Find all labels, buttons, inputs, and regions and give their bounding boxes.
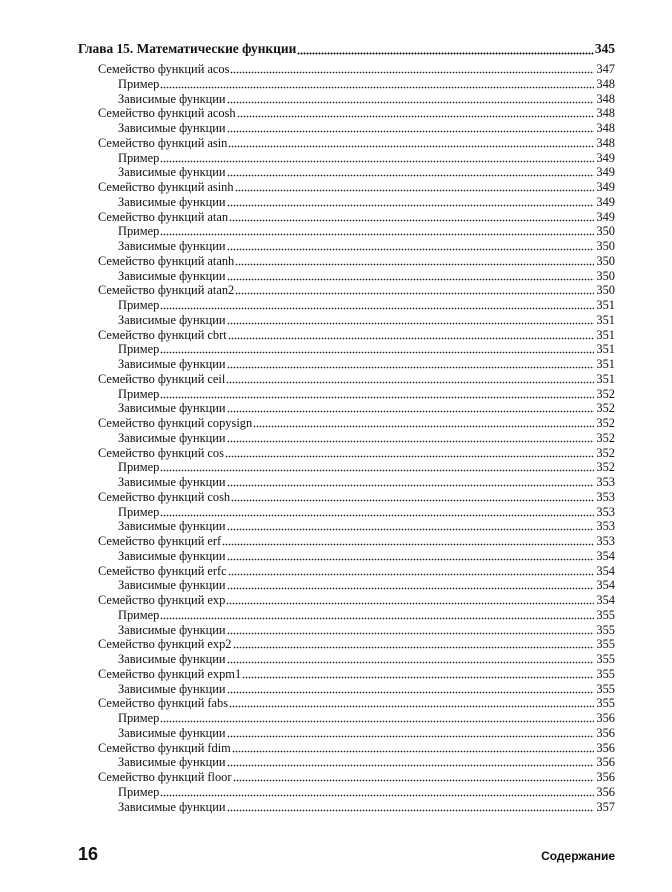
table-of-contents [78, 40, 615, 814]
toc-subsection-entry[interactable] [78, 342, 615, 357]
entry-page-number: 355 [596, 666, 615, 681]
entry-title: Семейство функций cbrt [98, 327, 227, 342]
entry-page-number: 350 [596, 253, 615, 268]
entry-page-number: 352 [596, 445, 615, 460]
dot-leader [227, 269, 594, 283]
entry-title: Зависимые функции [118, 652, 226, 666]
entry-page-number: 357 [596, 799, 615, 814]
entry-page-number: 355 [596, 652, 615, 666]
entry-title: Семейство функций cosh [98, 489, 231, 504]
toc-section-entry[interactable] [78, 136, 615, 151]
toc-subsection-entry[interactable] [78, 313, 615, 328]
entry-title: Зависимые функции [118, 239, 226, 253]
toc-subsection-entry[interactable] [78, 401, 615, 416]
toc-subsection-entry[interactable] [78, 460, 615, 475]
entry-title: Семейство функций fabs [98, 696, 229, 711]
dot-leader [227, 239, 594, 253]
chapter-title: Глава 15. Математические функции [78, 41, 297, 56]
entry-page-number: 356 [596, 711, 615, 725]
entry-page-number: 356 [596, 784, 615, 799]
toc-entries [78, 62, 615, 814]
dot-leader [237, 106, 594, 120]
toc-subsection-entry[interactable] [78, 652, 615, 667]
entry-page-number: 354 [596, 563, 615, 578]
toc-subsection-entry[interactable] [78, 357, 615, 372]
entry-page-number: 348 [596, 106, 615, 121]
toc-section-entry[interactable] [78, 534, 615, 549]
dot-leader [160, 711, 594, 725]
toc-section-entry[interactable] [78, 180, 615, 195]
dot-leader [231, 490, 594, 504]
dot-leader [227, 578, 594, 592]
toc-subsection-entry[interactable] [78, 121, 615, 136]
dot-leader [160, 151, 594, 165]
entry-title: Семейство функций copysign [98, 416, 253, 430]
entry-title: Пример [118, 150, 160, 165]
dot-leader [227, 519, 594, 533]
entry-page-number: 355 [596, 637, 615, 652]
dot-leader [227, 652, 594, 666]
dot-leader [160, 460, 594, 474]
entry-title: Семейство функций atanh [98, 253, 235, 268]
dot-leader [235, 254, 594, 268]
toc-section-entry[interactable] [78, 416, 615, 431]
entry-page-number: 351 [596, 371, 615, 386]
entry-title: Семейство функций erfc [98, 563, 227, 578]
toc-subsection-entry[interactable] [78, 298, 615, 313]
dot-leader [227, 92, 594, 106]
toc-section-entry[interactable] [78, 637, 615, 652]
entry-page-number: 351 [596, 312, 615, 327]
entry-title: Зависимые функции [118, 194, 226, 209]
entry-page-number: 354 [596, 548, 615, 563]
entry-page-number: 349 [596, 194, 615, 209]
entry-title: Семейство функций asinh [98, 180, 234, 194]
entry-title: Зависимые функции [118, 519, 226, 534]
dot-leader [227, 357, 594, 371]
page-footer [78, 844, 615, 865]
toc-subsection-entry[interactable] [78, 431, 615, 446]
dot-leader [233, 770, 594, 784]
toc-section-entry[interactable] [78, 254, 615, 269]
page-number: 16 [78, 844, 99, 864]
entry-title: Семейство функций asin [98, 135, 228, 150]
entry-title: Зависимые функции [118, 165, 226, 180]
dot-leader [227, 800, 594, 814]
running-section-title: Содержание [541, 849, 615, 863]
dot-leader [253, 416, 594, 430]
entry-title: Зависимые функции [118, 357, 226, 371]
entry-page-number: 348 [596, 91, 615, 106]
dot-leader [227, 165, 594, 179]
entry-page-number: 349 [596, 180, 615, 194]
entry-title: Зависимые функции [118, 681, 226, 696]
dot-leader [297, 40, 594, 58]
entry-title: Семейство функций exp2 [98, 637, 232, 652]
chapter-heading[interactable] [78, 40, 615, 58]
entry-title: Зависимые функции [118, 312, 226, 327]
entry-title: Зависимые функции [118, 578, 226, 593]
toc-section-entry[interactable] [78, 593, 615, 608]
entry-title: Зависимые функции [118, 401, 226, 416]
dot-leader [227, 475, 594, 489]
dot-leader [227, 726, 594, 740]
entry-title: Зависимые функции [118, 475, 226, 489]
dot-leader [160, 608, 594, 622]
toc-subsection-entry[interactable] [78, 578, 615, 593]
entry-title: Пример [118, 607, 160, 622]
toc-subsection-entry[interactable] [78, 519, 615, 534]
toc-subsection-entry[interactable] [78, 505, 615, 520]
dot-leader [227, 549, 594, 563]
entry-page-number: 352 [596, 416, 615, 430]
entry-title: Семейство функций atan2 [98, 283, 235, 298]
toc-section-entry[interactable] [78, 328, 615, 343]
entry-title: Семейство функций acos [98, 62, 230, 76]
dot-leader [233, 637, 594, 651]
entry-title: Зависимые функции [118, 430, 226, 445]
toc-subsection-entry[interactable] [78, 151, 615, 166]
toc-section-entry[interactable] [78, 741, 615, 756]
toc-section-entry[interactable] [78, 696, 615, 711]
toc-subsection-entry[interactable] [78, 726, 615, 741]
dot-leader [228, 564, 594, 578]
entry-title: Зависимые функции [118, 121, 226, 135]
dot-leader [227, 195, 594, 209]
dot-leader [227, 682, 594, 696]
toc-subsection-entry[interactable] [78, 239, 615, 254]
dot-leader [160, 224, 594, 238]
toc-subsection-entry[interactable] [78, 92, 615, 107]
entry-page-number: 352 [596, 460, 615, 475]
toc-section-entry[interactable] [78, 372, 615, 387]
toc-subsection-entry[interactable] [78, 195, 615, 210]
toc-subsection-entry[interactable] [78, 682, 615, 697]
toc-subsection-entry[interactable] [78, 755, 615, 770]
dot-leader [227, 431, 594, 445]
entry-page-number: 351 [596, 298, 615, 312]
toc-section-entry[interactable] [78, 667, 615, 682]
entry-page-number: 355 [596, 681, 615, 696]
toc-section-entry[interactable] [78, 490, 615, 505]
entry-title: Семейство функций cos [98, 445, 224, 460]
dot-leader [227, 121, 594, 135]
entry-title: Семейство функций atan [98, 209, 229, 224]
entry-page-number: 356 [596, 725, 615, 740]
entry-title: Зависимые функции [118, 725, 226, 740]
entry-page-number: 349 [596, 150, 615, 165]
entry-title: Семейство функций expm1 [98, 666, 242, 681]
entry-title: Пример [118, 224, 160, 239]
entry-page-number: 350 [596, 224, 615, 239]
entry-page-number: 356 [596, 755, 615, 770]
entry-title: Зависимые функции [118, 755, 226, 770]
toc-subsection-entry[interactable] [78, 387, 615, 402]
entry-page-number: 354 [596, 593, 615, 607]
toc-subsection-entry[interactable] [78, 224, 615, 239]
dot-leader [227, 755, 594, 769]
dot-leader [228, 136, 594, 150]
entry-page-number: 355 [596, 696, 615, 711]
dot-leader [160, 387, 594, 401]
entry-title: Пример [118, 386, 160, 401]
entry-title: Зависимые функции [118, 799, 226, 814]
dot-leader [160, 505, 594, 519]
toc-subsection-entry[interactable] [78, 785, 615, 800]
entry-title: Пример [118, 711, 160, 725]
dot-leader [160, 298, 594, 312]
dot-leader [229, 696, 594, 710]
toc-section-entry[interactable] [78, 62, 615, 77]
entry-page-number: 351 [596, 342, 615, 357]
entry-page-number: 352 [596, 430, 615, 445]
entry-title: Зависимые функции [118, 548, 226, 563]
dot-leader [226, 593, 594, 607]
entry-page-number: 353 [596, 534, 615, 548]
toc-subsection-entry[interactable] [78, 475, 615, 490]
dot-leader [228, 328, 594, 342]
entry-page-number: 353 [596, 489, 615, 504]
entry-page-number: 347 [596, 62, 615, 76]
entry-page-number: 351 [596, 327, 615, 342]
toc-subsection-entry[interactable] [78, 77, 615, 92]
dot-leader [232, 741, 594, 755]
dot-leader [227, 401, 594, 415]
entry-page-number: 349 [596, 165, 615, 180]
entry-page-number: 356 [596, 770, 615, 784]
toc-section-entry[interactable] [78, 210, 615, 225]
toc-subsection-entry[interactable] [78, 549, 615, 564]
entry-title: Пример [118, 504, 160, 519]
entry-page-number: 348 [596, 135, 615, 150]
entry-title: Пример [118, 298, 160, 312]
entry-title: Зависимые функции [118, 91, 226, 106]
entry-title: Семейство функций floor [98, 770, 232, 784]
entry-page-number: 348 [596, 76, 615, 91]
entry-title: Семейство функций fdim [98, 740, 231, 755]
entry-page-number: 355 [596, 607, 615, 622]
toc-subsection-entry[interactable] [78, 623, 615, 638]
dot-leader [235, 180, 594, 194]
entry-page-number: 356 [596, 740, 615, 755]
toc-section-entry[interactable] [78, 564, 615, 579]
entry-page-number: 351 [596, 357, 615, 371]
dot-leader [160, 785, 594, 799]
dot-leader [242, 667, 594, 681]
entry-page-number: 348 [596, 121, 615, 135]
entry-page-number: 353 [596, 519, 615, 534]
entry-page-number: 352 [596, 401, 615, 416]
toc-section-entry[interactable] [78, 106, 615, 121]
toc-subsection-entry[interactable] [78, 711, 615, 726]
dot-leader [226, 372, 594, 386]
toc-subsection-entry[interactable] [78, 608, 615, 623]
toc-section-entry[interactable] [78, 446, 615, 461]
toc-subsection-entry[interactable] [78, 800, 615, 815]
dot-leader [222, 534, 594, 548]
entry-page-number: 352 [596, 386, 615, 401]
dot-leader [225, 446, 594, 460]
entry-page-number: 350 [596, 283, 615, 298]
entry-page-number: 353 [596, 504, 615, 519]
entry-title: Семейство функций acosh [98, 106, 236, 121]
toc-subsection-entry[interactable] [78, 269, 615, 284]
toc-subsection-entry[interactable] [78, 165, 615, 180]
entry-title: Семейство функций ceil [98, 371, 226, 386]
dot-leader [230, 62, 594, 76]
dot-leader [160, 77, 594, 91]
dot-leader [227, 313, 594, 327]
entry-title: Пример [118, 460, 160, 475]
entry-page-number: 354 [596, 578, 615, 593]
entry-title: Семейство функций exp [98, 593, 226, 607]
entry-title: Зависимые функции [118, 268, 226, 283]
entry-title: Пример [118, 342, 160, 357]
entry-title: Зависимые функции [118, 622, 226, 637]
dot-leader [229, 210, 594, 224]
entry-title: Пример [118, 76, 160, 91]
dot-leader [227, 623, 594, 637]
entry-page-number: 350 [596, 239, 615, 253]
entry-title: Семейство функций erf [98, 534, 222, 548]
entry-page-number: 353 [596, 475, 615, 489]
chapter-page-number: 345 [594, 41, 615, 56]
entry-page-number: 350 [596, 268, 615, 283]
entry-title: Пример [118, 784, 160, 799]
dot-leader [160, 342, 594, 356]
entry-page-number: 355 [596, 622, 615, 637]
dot-leader [235, 283, 594, 297]
entry-page-number: 349 [596, 209, 615, 224]
toc-section-entry[interactable] [78, 770, 615, 785]
toc-section-entry[interactable] [78, 283, 615, 298]
